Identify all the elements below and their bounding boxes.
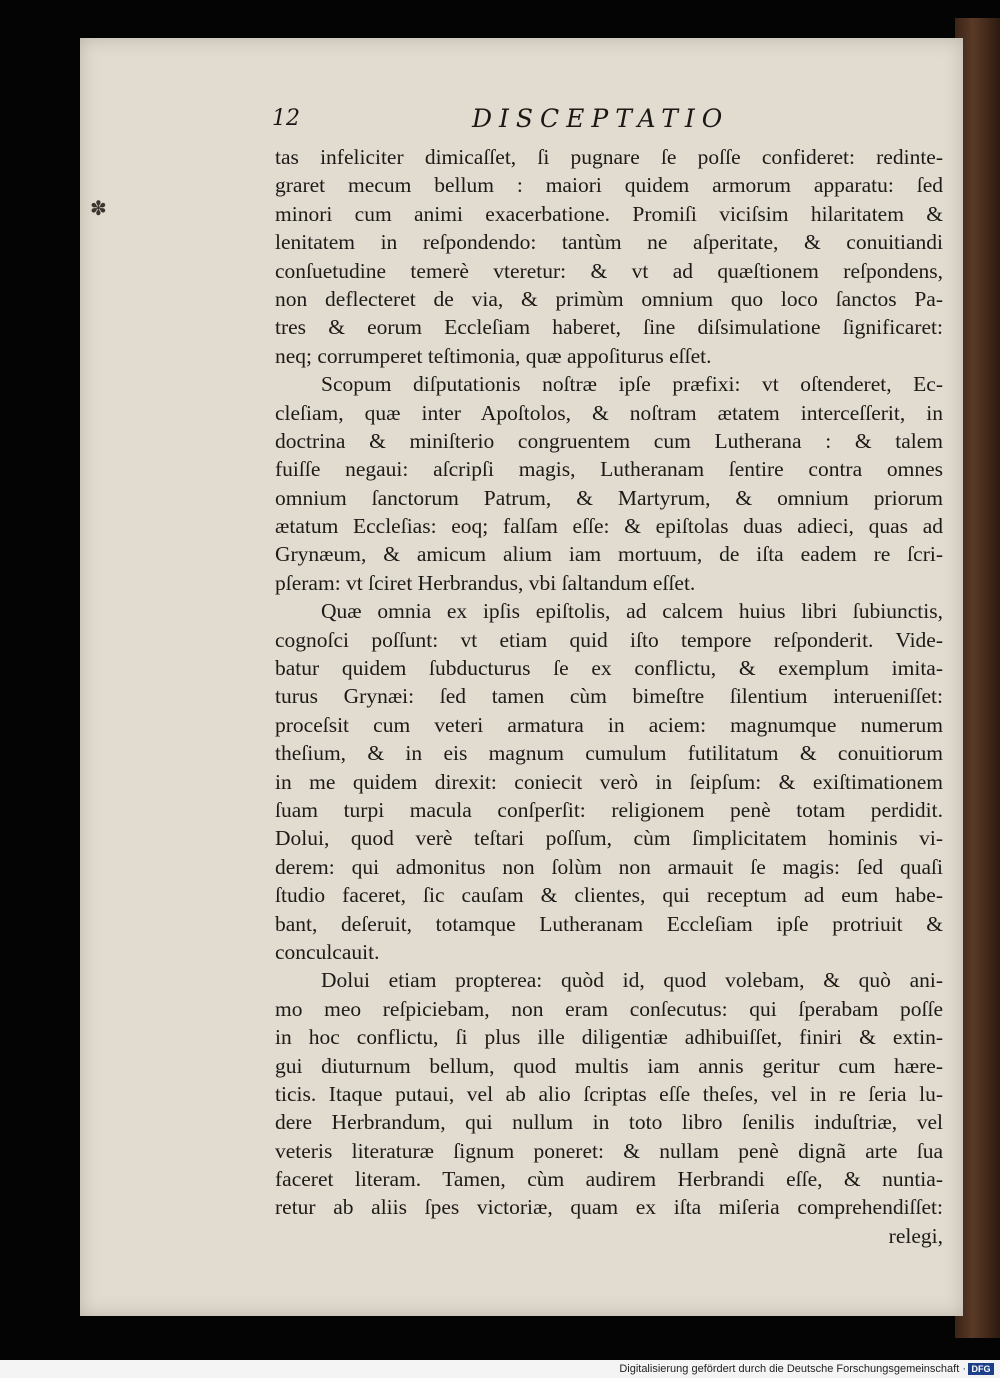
text-line: faceret literam. Tamen, cùm audirem Herbrandi eſſe, & nuntia- — [275, 1167, 943, 1192]
text-line: conſuetudine temerè vteretur: & vt ad quæſtionem reſpondens, — [275, 258, 943, 283]
text-line: tas infeliciter dimicaſſet, ſi pugnare ſe poſſe confideret: redinte- — [275, 145, 943, 169]
text-line: Quæ omnia ex ipſis epiſtolis, ad calcem huius libri ſubiunctis, — [321, 599, 943, 624]
text-line: ſtudio faceret, ſic cauſam & clientes, qui receptum ad eum habe- — [275, 883, 943, 908]
text-line: pſeram: vt ſciret Herbrandus, vbi ſaltandum eſſet. — [275, 570, 696, 595]
text-line: Scopum diſputationis noſtræ ipſe præfixi: vt oſtenderet, Ec- — [321, 372, 943, 397]
page-number: 12 — [272, 106, 300, 131]
text-line: cognoſci poſſunt: vt etiam quid iſto tempore reſponderit. Vide- — [275, 627, 943, 652]
text-line: bant, deſeruit, totamque Lutheranam Eccleſiam ipſe protriuit & — [275, 911, 943, 936]
text-line: dere Herbrandum, qui nullum in toto libro ſenilis induſtriæ, vel — [275, 1110, 943, 1135]
text-line: graret mecum bellum : maiori quidem armorum apparatu: ſed — [275, 173, 943, 198]
ornament-icon: ✽ — [90, 196, 107, 220]
running-title: DISCEPTATIO — [472, 104, 730, 133]
body-text — [275, 143, 943, 1250]
text-line: retur ab aliis ſpes victoriæ, quam ex iſta miſeria comprehendiſſet: — [275, 1195, 943, 1220]
text-line: in hoc conflictu, ſi plus ille diligentiæ adhibuiſſet, finiri & extin- — [275, 1025, 943, 1050]
text-line: in me quidem direxit: coniecit verò in ſeipſum: & exiſtimationem — [275, 769, 943, 794]
text-line: theſium, & in eis magnum cumulum futilitatum & conuitiorum — [275, 741, 943, 766]
text-line: Grynæum, & amicum alium iam mortuum, de iſta eadem re ſcri- — [275, 542, 943, 567]
text-line: gui diuturnum bellum, quod multis iam annis geritur cum hære- — [275, 1053, 943, 1078]
text-line: turus Grynæi: ſed tamen cùm bimeſtre ſilentium interueniſſet: — [275, 684, 943, 709]
text-line: proceſsit cum veteri armatura in aciem: magnumque numerum — [275, 712, 943, 737]
text-line: minori cum animi exacerbatione. Promiſi viciſsim hilaritatem & — [275, 201, 943, 226]
text-line: neq; corrumperet teſtimonia, quæ appoſiturus eſſet. — [275, 343, 712, 368]
dfg-logo-icon: DFG — [968, 1363, 994, 1375]
footer-credit: Digitalisierung gefördert durch die Deutsche Forschungsgemeinschaft · — [619, 1363, 966, 1375]
text-line: cleſiam, quæ inter Apoſtolos, & noſtram ætatem interceſſerit, in — [275, 400, 943, 425]
text-line: tres & eorum Eccleſiam haberet, ſine diſsimulatione ſignificaret: — [275, 315, 943, 340]
text-line: non deflecteret de via, & primùm omnium quo loco ſanctos Pa- — [275, 286, 943, 311]
footer-bar — [0, 1360, 1000, 1378]
text-line: conculcauit. — [275, 939, 380, 964]
text-line: veteris literaturæ ſignum poneret: & nullam penè dignã arte ſua — [275, 1138, 943, 1163]
text-line: doctrina & miniſterio congruentem cum Lutherana : & talem — [275, 428, 943, 453]
text-line: lenitatem in reſpondendo: tantùm ne aſperitate, & conuitiandi — [275, 230, 943, 255]
text-line: ticis. Itaque putaui, vel ab alio ſcriptas eſſe theſes, vel in re ſeria lu- — [275, 1081, 943, 1106]
text-line: fuiſſe negaui: aſcripſi magis, Lutheranam ſentire contra omnes — [275, 457, 943, 482]
text-line: omnium ſanctorum Patrum, & Martyrum, & omnium priorum — [275, 485, 943, 510]
catchword: relegi, — [888, 1223, 943, 1248]
text-line: Dolui, quod verè teſtari poſſum, cùm ſimplicitatem hominis vi- — [275, 826, 943, 851]
text-line: Dolui etiam propterea: quòd id, quod volebam, & quò ani- — [321, 968, 943, 993]
text-line: ætatum Eccleſias: eoq; falſam eſſe: & epiſtolas duas adieci, quas ad — [275, 514, 943, 539]
text-line: mo meo reſpiciebam, non eram conſecutus: qui ſperabam poſſe — [275, 996, 943, 1021]
text-line: ſuam turpi macula conſperſit: religionem penè totam perdidit. — [275, 797, 943, 822]
text-line: derem: qui admonitus non ſolùm non armauit ſe magis: ſed quaſi — [275, 854, 943, 879]
page-header — [272, 106, 952, 140]
text-line: batur quidem ſubducturus ſe ex conflictu, & exemplum imita- — [275, 656, 943, 681]
